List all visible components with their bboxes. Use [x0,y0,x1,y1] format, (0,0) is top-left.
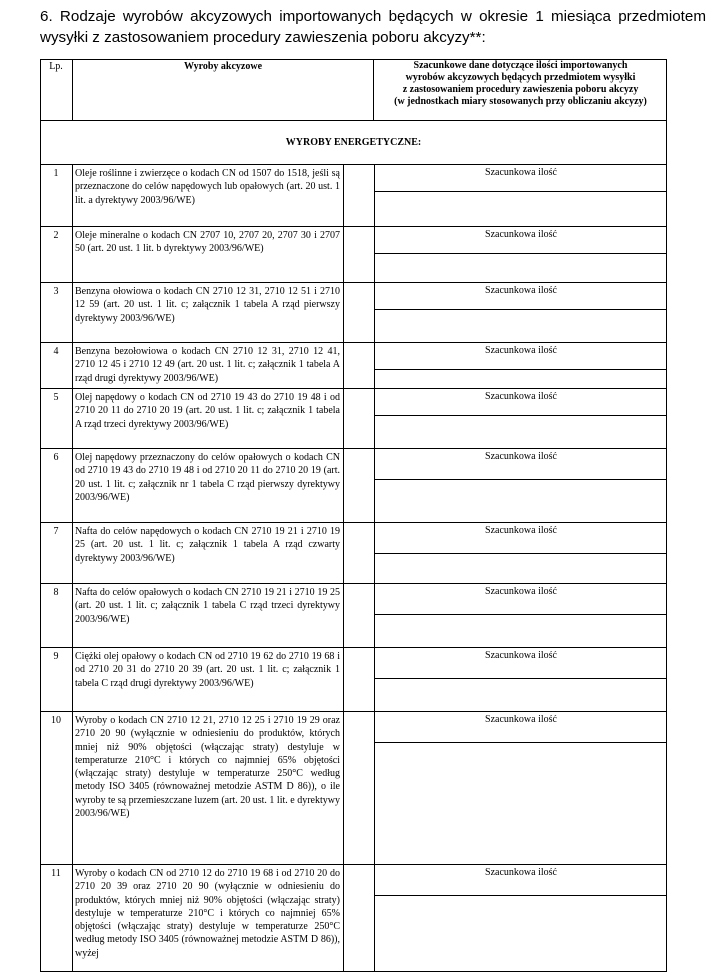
row-description: Benzyna ołowiowa o kodach CN 2710 12 31, 2710 12 51 i 2710 12 59 (art. 20 ust. 1 lit. c; załącznik 1 tabela A rząd pierwszy dyrektywy 2003/96/WE) [73,283,344,342]
row-description: Benzyna bezołowiowa o kodach CN 2710 12 31, 2710 12 41, 2710 12 45 i 2710 12 49 (art. 20 ust. 1 lit. c; załącznik 1 tabela A rząd drugi dyrektywy 2003/96/WE) [73,343,344,388]
header-lp: Lp. [40,59,73,121]
table-row [40,165,667,227]
header-szacunkowe [374,59,667,121]
table-row [40,712,667,865]
row-description: Wyroby o kodach CN od 2710 12 do 2710 19 68 i od 2710 20 do 2710 20 39 oraz 2710 20 90 (wyłącznie w odniesieniu do produktów, których mniej niż 90% objętości (włączając straty) destyluje w temperaturze 210°C i których co najmniej 65% objętości (włączając straty) destyluje w temperaturze 250°C według metody ISO 3405 (równoważnej metodzie ASTM D 86)), wyżej [73,865,344,972]
table-row [40,389,667,449]
estimated-quantity-label: Szacunkowa ilość [375,389,667,416]
row-empty-cell [344,165,375,226]
estimated-quantity-label: Szacunkowa ilość [375,283,667,310]
estimated-quantity-label: Szacunkowa ilość [375,712,667,743]
estimated-quantity-label: Szacunkowa ilość [375,165,667,192]
estimated-quantity-label: Szacunkowa ilość [375,523,667,554]
row-description: Olej napędowy o kodach CN od 2710 19 43 do 2710 19 48 i od 2710 20 11 do 2710 20 19 (art. 20 ust. 1 lit. c; załącznik 1 tabela A rząd trzeci dyrektywy 2003/96/WE) [73,389,344,448]
row-description: Ciężki olej opałowy o kodach CN od 2710 19 62 do 2710 19 68 i od 2710 20 31 do 2710 20 39 (art. 20 ust. 1 lit. c; załącznik 1 tabela C rząd drugi dyrektywy 2003/96/WE) [73,648,344,711]
estimated-quantity-label: Szacunkowa ilość [375,343,667,370]
table-row [40,343,667,389]
row-description: Wyroby o kodach CN 2710 12 21, 2710 12 25 i 2710 19 29 oraz 2710 20 90 (wyłącznie w odniesieniu do produktów, których mniej niż 90% objętości (włączając straty) destyluje w temperaturze 210°C i których co najmniej 65% objętości (włączając straty) destyluje w temperaturze 250°C według metody ISO 3405 (równoważnej metodzie ASTM D 86)), o ile wyroby te są przemieszczane luzem (art. 20 ust. 1 lit. e dyrektywy 2003/96/WE) [73,712,344,864]
row-number: 2 [40,227,73,282]
row-empty-cell [344,227,375,282]
header-szacunkowe-line3: z zastosowaniem procedury zawieszenia poboru akcyzy [402,84,639,95]
estimated-quantity-label: Szacunkowa ilość [375,648,667,679]
row-empty-cell [344,712,375,864]
section-heading: 6. Rodzaje wyrobów akcyzowych importowanych będących w okresie 1 miesiąca przedmiotem wysyłki z zastosowaniem procedury zawieszenia poboru akcyzy**: [40,8,706,46]
row-empty-cell [344,584,375,647]
header-szacunkowe-line2: wyrobów akcyzowych będących przedmiotem wysyłki [405,72,636,83]
estimated-quantity-label: Szacunkowa ilość [375,449,667,480]
row-number: 4 [40,343,73,388]
row-description: Olej napędowy przeznaczony do celów opałowych o kodach CN od 2710 19 43 do 2710 19 48 i od 2710 20 11 do 2710 20 19 (art. 20 ust. 1 lit. c; załącznik nr 1 tabela C rząd pierwszy dyrektywy 2003/96/WE) [73,449,344,522]
row-description: Nafta do celów napędowych o kodach CN 2710 19 21 i 2710 19 25 (art. 20 ust. 1 lit. c; załącznik 1 tabela A rząd czwarty dyrektywy 2003/96/WE) [73,523,344,583]
table-row [40,523,667,584]
row-empty-cell [344,523,375,583]
row-empty-cell [344,283,375,342]
row-number: 7 [40,523,73,583]
row-number: 8 [40,584,73,647]
table-row [40,227,667,283]
row-number: 9 [40,648,73,711]
row-number: 5 [40,389,73,448]
row-empty-cell [344,449,375,522]
table-row [40,584,667,648]
row-empty-cell [344,865,375,972]
category-row: WYROBY ENERGETYCZNE: [40,121,667,165]
header-szacunkowe-line1: Szacunkowe dane dotyczące ilości importowanych [413,60,628,71]
header-szacunkowe-line4: (w jednostkach miary stosowanych przy obliczaniu akcyzy) [394,96,647,107]
row-description: Nafta do celów opałowych o kodach CN 2710 19 21 i 2710 19 25 (art. 20 ust. 1 lit. c; załącznik 1 tabela C rząd trzeci dyrektywy 2003/96/WE) [73,584,344,647]
estimated-quantity-label: Szacunkowa ilość [375,865,667,896]
row-empty-cell [344,389,375,448]
header-wyroby: Wyroby akcyzowe [73,59,374,121]
row-description: Oleje mineralne o kodach CN 2707 10, 2707 20, 2707 30 i 2707 50 (art. 20 ust. 1 lit. b dyrektywy 2003/96/WE) [73,227,344,282]
row-number: 1 [40,165,73,226]
table-row [40,283,667,343]
table-row [40,865,667,972]
table-row [40,648,667,712]
row-number: 6 [40,449,73,522]
estimated-quantity-label: Szacunkowa ilość [375,584,667,615]
row-empty-cell [344,648,375,711]
row-number: 11 [40,865,73,972]
table-row [40,449,667,523]
row-number: 10 [40,712,73,864]
row-empty-cell [344,343,375,388]
row-number: 3 [40,283,73,342]
row-description: Oleje roślinne i zwierzęce o kodach CN od 1507 do 1518, jeśli są przeznaczone do celów napędowych lub opałowych (art. 20 ust. 1 lit. a dyrektywy 2003/96/WE) [73,165,344,226]
estimated-quantity-label: Szacunkowa ilość [375,227,667,254]
